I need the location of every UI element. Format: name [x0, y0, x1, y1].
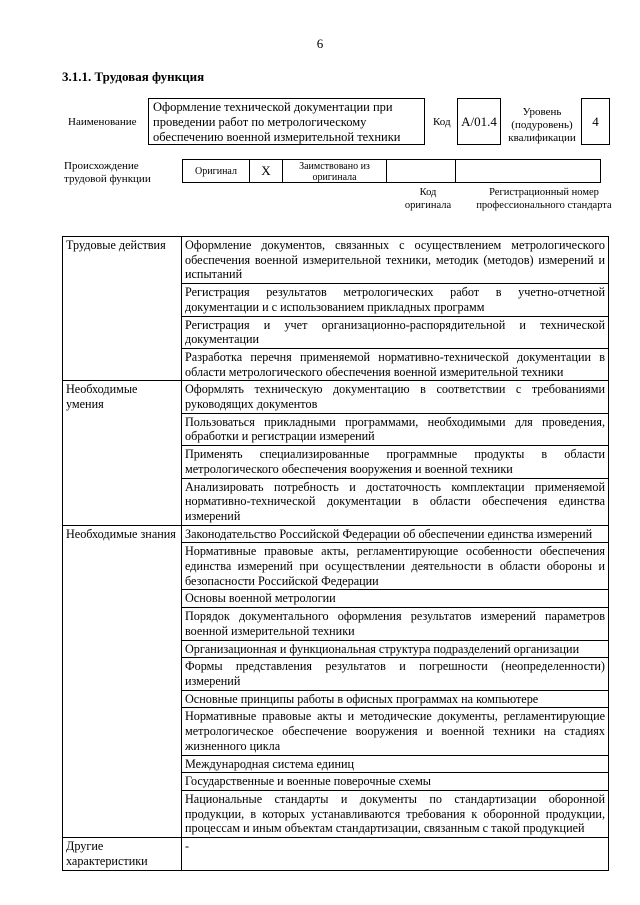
- labor-action-item: Регистрация и учет организационно-распорядительной и технической документации: [182, 316, 609, 348]
- knowledge-item: Международная система единиц: [182, 755, 609, 773]
- page-number: 6: [316, 36, 324, 51]
- knowledge-item: Организационная и функциональная структура подразделений организации: [182, 640, 609, 658]
- table-row: [63, 237, 609, 284]
- knowledge-item: Национальные стандарты и документы по стандартизации оборонной продукции, в которых устанавливаются требования к оборонной продукции, процессам и иным объектам стандартизации, связанным с такой продукцией: [182, 790, 609, 837]
- table-row: [63, 838, 609, 871]
- function-code-box: A/01.4: [457, 98, 501, 145]
- labor-action-item: Разработка перечня применяемой нормативно-технической документации в области метрологического обеспечения военной измерительной техники: [182, 348, 609, 380]
- knowledge-item: Законодательство Российской Федерации об обеспечении единства измерений: [182, 525, 609, 543]
- skill-item: Анализировать потребность и достаточность комплектации применяемой нормативно-технической документации в области обеспечения единства измерений: [182, 478, 609, 525]
- knowledge-item: Нормативные правовые акты, регламентирующие особенности обеспечения единства измерений при осуществлении деятельности в области обороны и безопасности Российской Федерации: [182, 543, 609, 590]
- borrowed-code-cell: [386, 159, 456, 183]
- labor-action-item: Оформление документов, связанных с осуществлением метрологического обеспечения военной измерительной техники, методик (методов) измерений и испытаний: [182, 237, 609, 284]
- labor-action-item: Регистрация результатов метрологических работ в учетно-отчетной документации и с использованием прикладных программ: [182, 284, 609, 316]
- code-caption: Код оригинала: [404, 187, 452, 211]
- knowledge-item: Основные принципы работы в офисных программах на компьютере: [182, 690, 609, 708]
- other-characteristics-label: Другие характеристики: [63, 838, 182, 871]
- origin-label: Происхождение трудовой функции: [64, 160, 151, 185]
- knowledge-item: Формы представления результатов и погрешности (неопределенности) измерений: [182, 658, 609, 690]
- function-header: [62, 98, 612, 148]
- knowledge-item: Нормативные правовые акты и методические документы, регламентирующие метрологическое обеспечение вооружения и военной техники на стадиях жизненного цикла: [182, 708, 609, 755]
- knowledge-item: Основы военной метрологии: [182, 590, 609, 608]
- function-details-table: [62, 236, 609, 871]
- origin-grid: [183, 159, 601, 183]
- skill-item: Применять специализированные программные продукты в области метрологического обеспечения вооружения и военной техники: [182, 446, 609, 478]
- table-row: [63, 525, 609, 543]
- borrowed-label-cell: Заимствовано из оригинала: [282, 159, 387, 183]
- other-characteristics-value: -: [182, 838, 609, 871]
- origin-row: [62, 159, 612, 219]
- section-title: 3.1.1. Трудовая функция: [62, 69, 205, 84]
- registration-number-cell: [455, 159, 601, 183]
- function-name-box: Оформление технической документации при проведении работ по метрологическому обеспечению военной измерительной техники: [148, 98, 425, 145]
- skill-item: Пользоваться прикладными программами, необходимыми для проведения, обработки и регистрации измерений: [182, 413, 609, 445]
- knowledge-item: Порядок документального оформления результатов измерений параметров военной измерительной техники: [182, 608, 609, 640]
- skills-label: Необходимые умения: [63, 381, 182, 525]
- labor-actions-label: Трудовые действия: [63, 237, 182, 381]
- original-label-cell: Оригинал: [182, 159, 250, 183]
- level-value-box: 4: [581, 98, 610, 145]
- knowledge-label: Необходимые знания: [63, 525, 182, 837]
- table-row: [63, 381, 609, 413]
- code-label: Код: [433, 116, 451, 128]
- registration-caption: Регистрационный номер профессионального стандарта: [476, 187, 612, 211]
- original-mark-cell: X: [249, 159, 283, 183]
- knowledge-item: Государственные и военные поверочные схемы: [182, 773, 609, 791]
- name-label: Наименование: [68, 116, 137, 128]
- level-label: Уровень (подуровень) квалификации: [508, 106, 576, 144]
- skill-item: Оформлять техническую документацию в соответствии с требованиями руководящих документов: [182, 381, 609, 413]
